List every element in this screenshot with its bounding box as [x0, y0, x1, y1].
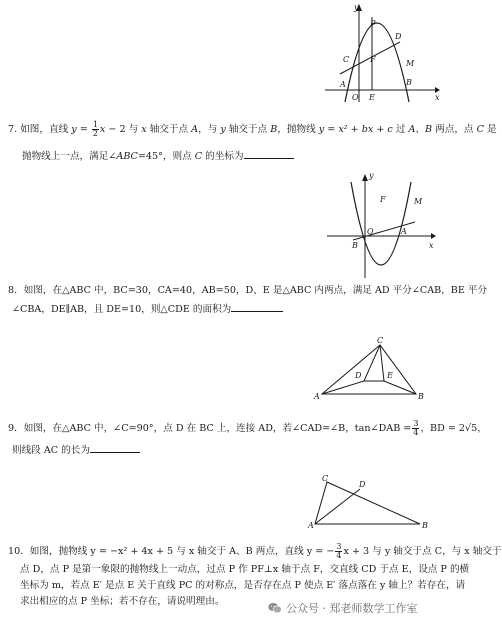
q7-var: x [141, 124, 147, 135]
label-y: y [369, 171, 374, 180]
q10-text: x + 3 与 y 轴交于点 C，与 x 轴交于 [343, 546, 502, 557]
q7-text: ，与 [198, 124, 221, 135]
answer-blank-q9[interactable] [90, 443, 140, 453]
label-a: A [401, 227, 407, 236]
triangle-abc [315, 482, 420, 524]
label-a: A [308, 521, 314, 530]
q7-var: A [408, 124, 416, 135]
question-9-line-1 [8, 420, 487, 437]
q7-var: y [71, 124, 77, 135]
label-o: O [352, 93, 359, 102]
label-e: E [369, 93, 375, 102]
q9-text: 9．如图，在△ABC 中，∠C=90°，点 D 在 BC 上，连接 AD，若∠CAD=∠B，tan∠DAB = [8, 423, 412, 434]
x-axis-arrow [431, 233, 436, 239]
q7-text: 是 [483, 124, 497, 135]
q7-var: C [194, 151, 203, 162]
q7-var: C [476, 124, 484, 135]
figure-6-parabola-graph [325, 2, 440, 105]
question-7-number: 7. [8, 124, 18, 135]
question-7-line-2 [22, 149, 294, 164]
q7-text: = [76, 124, 91, 135]
label-x: x [435, 93, 440, 102]
q8-text: ∠CBA，DE∥AB，且 DE=10，则△CDE 的面积为 [12, 304, 232, 315]
q9-text: 则线段 AC 的长为 [12, 445, 90, 456]
question-8-line-2 [12, 302, 283, 317]
q10-text: 10．如图，抛物线 y = −x² + 4x + 5 与 x 轴交于 A、B 两点，直线 y = − [8, 546, 335, 557]
label-b: B [418, 392, 424, 401]
label-m: M [406, 59, 415, 68]
label-f: F [380, 195, 386, 204]
q7-text: =45°，则点 [137, 151, 195, 162]
label-e: E [387, 371, 393, 380]
q7-text: − 2 与 [105, 124, 142, 135]
fraction-three-quarters [335, 543, 342, 560]
question-10-line-1 [8, 543, 502, 560]
label-a: A [340, 80, 346, 89]
fraction-three-quarters [412, 420, 419, 437]
q7-text: 两点，点 [432, 124, 477, 135]
question-7-line-1 [8, 121, 497, 138]
q7-parabola-equation: y = x² + bx + c [318, 124, 393, 135]
segment-ad [315, 489, 360, 524]
label-d: D [359, 480, 366, 489]
question-9-line-2 [12, 443, 140, 458]
q7-text: 轴交于点 [225, 124, 271, 135]
q9-text: ，BD = 2√5， [420, 423, 487, 434]
figure-7-parabola-graph [325, 170, 437, 280]
label-f: F [370, 55, 376, 64]
label-c: C [322, 474, 329, 483]
label-d: D [395, 32, 402, 41]
fraction-numerator: 1 [92, 120, 98, 129]
y-axis-arrow [362, 174, 368, 181]
fraction-denominator: 2 [92, 129, 98, 138]
label-m: M [414, 197, 423, 206]
answer-blank-q8[interactable] [231, 302, 283, 312]
question-10-line-3: 坐标为 m，若点 E′ 是点 E 关于直线 PC 的对称点，是否存在点 P 使点 E′ 落点落在 y 轴上？若存在，请 [20, 580, 466, 591]
q7-var: y [220, 124, 226, 135]
watermark [268, 600, 418, 616]
q7-text: 如图，直线 [20, 124, 69, 135]
question-8-line-1: 8．如图，在△ABC 中，BC=30，CA=40，AB=50，D、E 是△ABC 内两点，满足 AD 平分∠CAB，BE 平分 [8, 285, 488, 296]
q7-var: A [191, 124, 199, 135]
label-d: D [355, 371, 362, 380]
label-c: C [377, 336, 384, 345]
q7-var: ABC [116, 151, 138, 162]
q7-text: 过 [392, 124, 409, 135]
label-b: B [352, 241, 358, 250]
figure-9-right-triangle [305, 474, 435, 530]
label-o: O [367, 227, 374, 236]
label-a: A [314, 392, 320, 401]
q7-text: 的坐标为 [202, 151, 244, 162]
q7-text: 、 [415, 124, 426, 135]
q7-text: 抛物线上一点，满足∠ [22, 151, 117, 162]
watermark-text: 公众号 · 郑老师数学工作室 [286, 602, 418, 615]
wechat-icon [268, 602, 282, 614]
question-10-line-2: 点 D，点 P 是第一象限的抛物线上一动点，过点 P 作 PF⊥x 轴于点 F，交直线 CD 于点 E，设点 P 的横 [20, 564, 470, 575]
label-b: B [406, 78, 412, 87]
q7-var: x [99, 124, 106, 135]
label-x: x [429, 241, 434, 250]
answer-blank-q7[interactable] [244, 149, 294, 159]
q7-var: B [270, 124, 278, 135]
q7-text: ，抛物线 [277, 124, 319, 135]
label-c: C [343, 55, 350, 64]
figure-8-triangle [308, 335, 433, 403]
fraction-denominator: 4 [413, 428, 419, 437]
question-10-line-4: 求出相应的点 P 坐标；若不存在，请说明理由。 [20, 596, 225, 607]
q7-text: 轴交于点 [146, 124, 192, 135]
fraction-denominator: 4 [336, 551, 342, 560]
label-b: B [422, 521, 428, 530]
fraction-numerator: 3 [413, 419, 419, 428]
label-p: P [370, 19, 376, 28]
fraction-numerator: 3 [336, 542, 342, 551]
q7-var: B [425, 124, 433, 135]
label-y: y [354, 3, 359, 12]
fraction-one-half [92, 121, 99, 138]
